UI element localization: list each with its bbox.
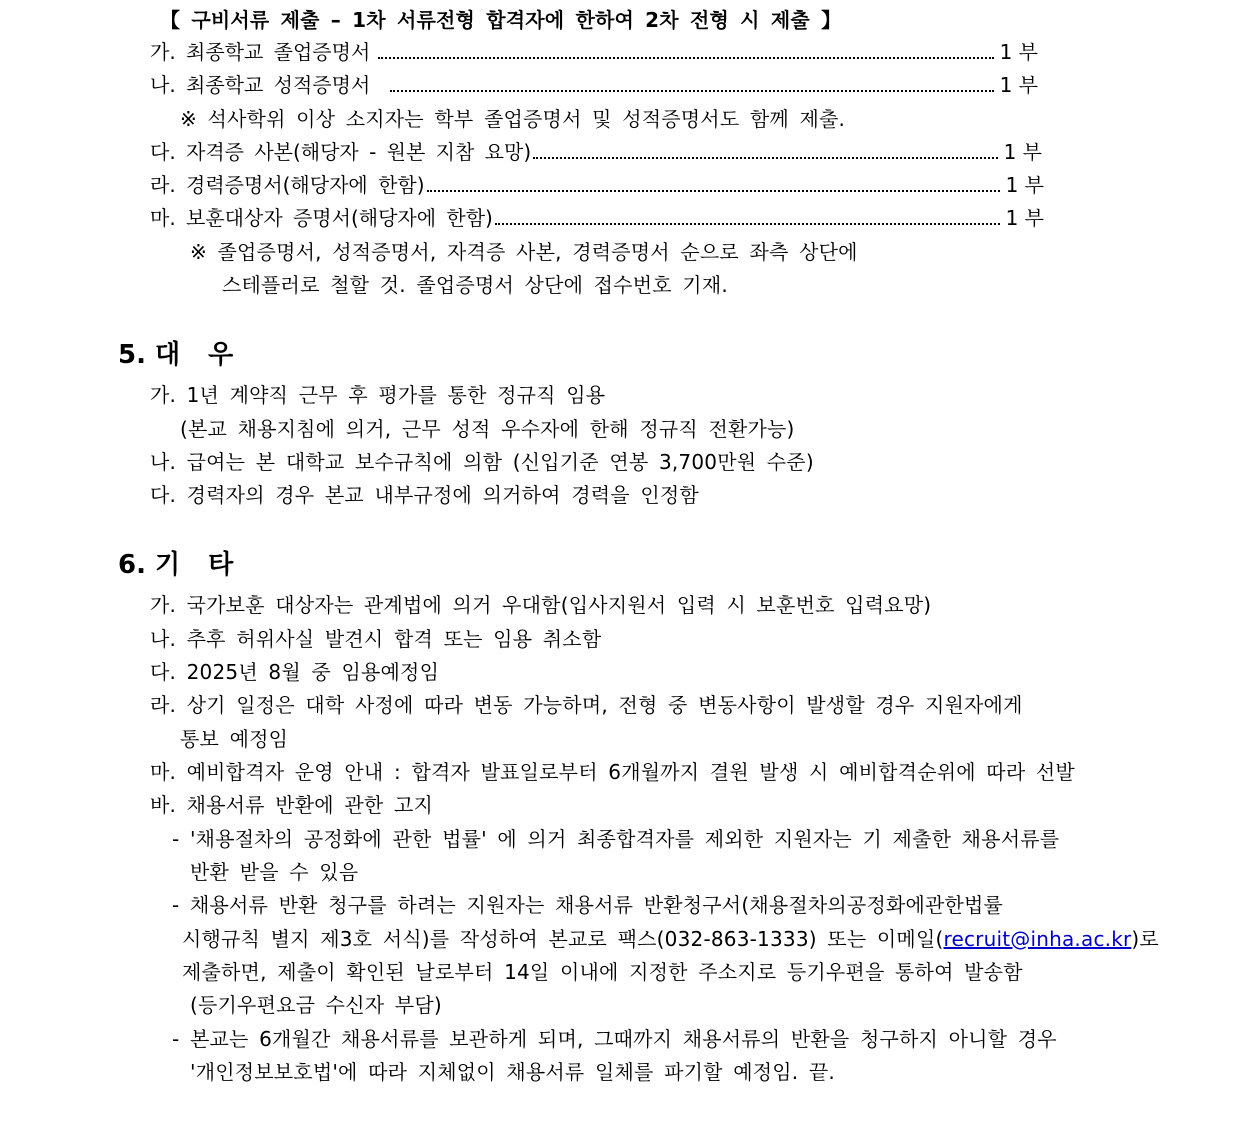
section6-line-7: 바. 채용서류 반환에 관한 고지: [150, 793, 434, 817]
section5-line-1: 가. 1년 계약직 근무 후 평가를 통한 정규직 임용: [150, 383, 606, 407]
section5-heading: [118, 340, 233, 370]
section6-line-6: 마. 예비합격자 운영 안내 : 합격자 발표일로부터 6개월까지 결원 발생 시 예비합격순위에 따라 선발: [150, 760, 1075, 784]
dot-leader: [533, 157, 997, 159]
section6-line-4: 라. 상기 일정은 대학 사정에 따라 변동 가능하며, 전형 중 변동사항이 발생할 경우 지원자에게: [150, 693, 1023, 717]
doc-item-qty: 1 부: [1005, 173, 1044, 197]
section5-heading-tail: 우: [208, 340, 234, 370]
doc-item-label: 나. 최종학교 성적증명서: [150, 73, 371, 97]
section6-line-12: (등기우편요금 수신자 부담): [190, 993, 442, 1017]
note-order-line2: 스테플러로 철할 것. 졸업증명서 상단에 접수번호 기재.: [222, 273, 728, 297]
submission-docs-header: 【 구비서류 제출 – 1차 서류전형 합격자에 한하여 2차 전형 시 제출 】: [160, 8, 842, 32]
dot-leader: [390, 90, 993, 92]
doc-item-qty: 1 부: [999, 73, 1038, 97]
section6-line-9: 반환 받을 수 있음: [190, 860, 359, 884]
fax-line-pre: 시행규칙 별지 제3호 서식)를 작성하여 본교로 팩스(032-863-1333) 또는 이메일(: [182, 927, 944, 951]
section6-line-14: '개인정보보호법'에 따라 지체없이 채용서류 일체를 파기할 예정임. 끝.: [190, 1060, 835, 1084]
doc-item-qty: 1 부: [1005, 206, 1044, 230]
section5-heading-num: 5. 대: [118, 340, 181, 370]
doc-item-veteran: [150, 206, 1044, 230]
email-link[interactable]: recruit@inha.ac.kr: [943, 927, 1132, 951]
section6-line-5: 통보 예정임: [180, 727, 289, 751]
doc-item-qty: 1 부: [999, 40, 1038, 64]
section6-heading-tail: 타: [208, 550, 234, 580]
section5-line-4: 다. 경력자의 경우 본교 내부규정에 의거하여 경력을 인정함: [150, 483, 699, 507]
section6-line-11: 제출하면, 제출이 확인된 날로부터 14일 이내에 지정한 주소지로 등기우편을 통하여 발송함: [182, 960, 1023, 984]
doc-item-label: 라. 경력증명서(해당자에 한함): [150, 173, 425, 197]
section5-line-3: 나. 급여는 본 대학교 보수규칙에 의함 (신입기준 연봉 3,700만원 수준): [150, 450, 814, 474]
dot-leader: [378, 57, 993, 59]
section6-line-8: - '채용절차의 공정화에 관한 법률' 에 의거 최종합격자를 제외한 지원자는 기 제출한 채용서류를: [172, 827, 1060, 851]
note-masters: ※ 석사학위 이상 소지자는 학부 졸업증명서 및 성적증명서도 함께 제출.: [180, 107, 846, 131]
doc-item-label: 마. 보훈대상자 증명서(해당자에 한함): [150, 206, 493, 230]
section6-heading: [118, 550, 233, 580]
doc-item-career: [150, 173, 1044, 197]
dot-leader: [495, 223, 1000, 225]
doc-item-label: 다. 자격증 사본(해당자 - 원본 지참 요망): [150, 140, 532, 164]
doc-item-graduation: [150, 40, 1038, 64]
fax-line-post: )로: [1131, 927, 1159, 951]
section6-line-10: - 채용서류 반환 청구를 하려는 지원자는 채용서류 반환청구서(채용절차의공정화에관한법률: [172, 893, 1004, 917]
section6-line-2: 나. 추후 허위사실 발견시 합격 또는 임용 취소함: [150, 627, 602, 651]
doc-item-label: 가. 최종학교 졸업증명서: [150, 40, 371, 64]
section6-fax-line: [182, 927, 1159, 951]
note-order-line1: ※ 졸업증명서, 성적증명서, 자격증 사본, 경력증명서 순으로 좌측 상단에: [190, 240, 858, 264]
doc-item-transcript: [150, 73, 1038, 97]
section6-line-3: 다. 2025년 8월 중 임용예정임: [150, 660, 440, 684]
dot-leader: [427, 190, 1000, 192]
section6-heading-num: 6. 기: [118, 550, 181, 580]
section6-line-13: - 본교는 6개월간 채용서류를 보관하게 되며, 그때까지 채용서류의 반환을 청구하지 아니할 경우: [172, 1027, 1057, 1051]
section5-line-2: (본교 채용지침에 의거, 근무 성적 우수자에 한해 정규직 전환가능): [180, 417, 795, 441]
doc-item-qty: 1 부: [1003, 140, 1042, 164]
section6-line-1: 가. 국가보훈 대상자는 관계법에 의거 우대함(입사지원서 입력 시 보훈번호 입력요망): [150, 593, 932, 617]
doc-item-certificate: [150, 140, 1042, 164]
